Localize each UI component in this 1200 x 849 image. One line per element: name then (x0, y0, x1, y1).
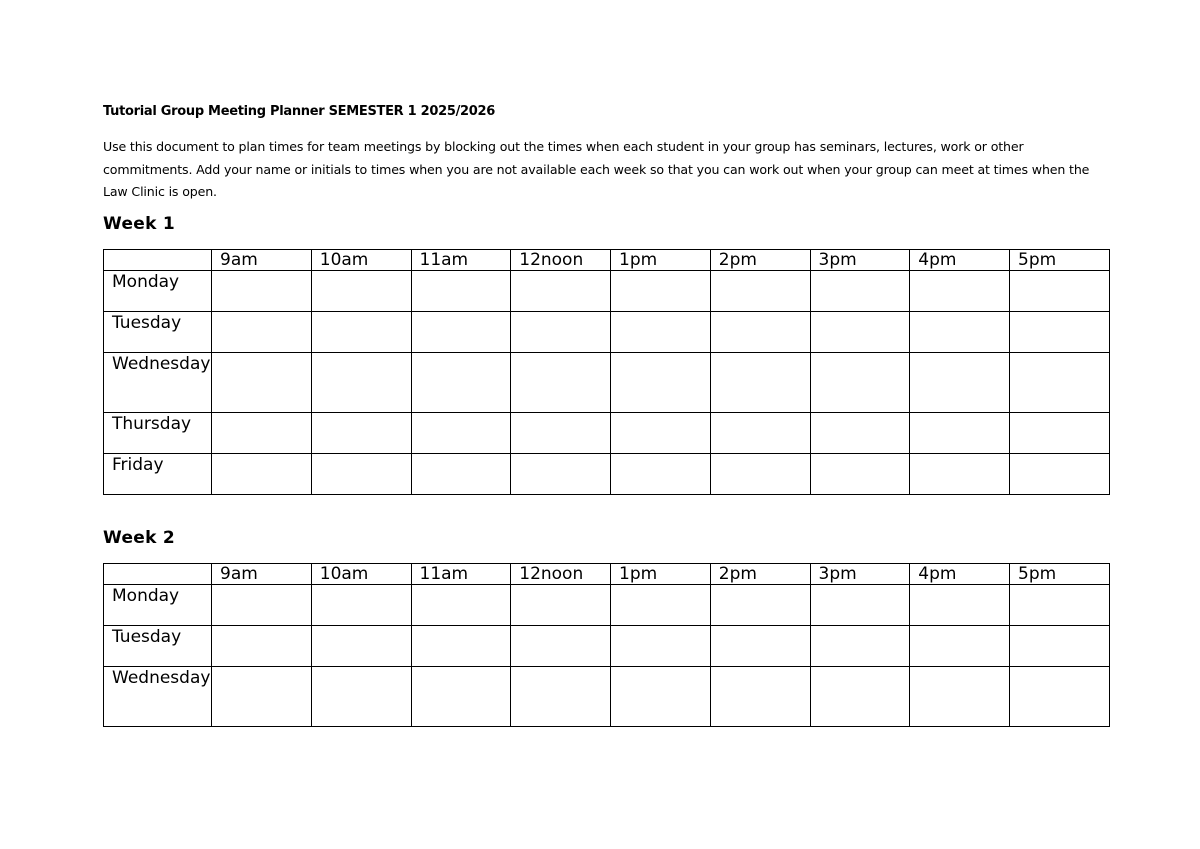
slot-cell[interactable] (611, 454, 711, 495)
time-header: 3pm (810, 564, 910, 585)
slot-cell[interactable] (311, 454, 411, 495)
slot-cell[interactable] (212, 667, 312, 727)
time-header: 10am (311, 250, 411, 271)
slot-cell[interactable] (1010, 413, 1110, 454)
slot-cell[interactable] (411, 585, 511, 626)
slot-cell[interactable] (212, 353, 312, 413)
slot-cell[interactable] (1010, 312, 1110, 353)
time-header: 4pm (910, 250, 1010, 271)
table-row (104, 271, 1110, 312)
slot-cell[interactable] (1010, 271, 1110, 312)
week-1-table (103, 249, 1110, 495)
time-header: 11am (411, 250, 511, 271)
slot-cell[interactable] (511, 312, 611, 353)
slot-cell[interactable] (910, 271, 1010, 312)
corner-cell (104, 250, 212, 271)
table-row (104, 312, 1110, 353)
slot-cell[interactable] (1010, 353, 1110, 413)
slot-cell[interactable] (710, 667, 810, 727)
slot-cell[interactable] (910, 353, 1010, 413)
slot-cell[interactable] (212, 585, 312, 626)
time-header: 11am (411, 564, 511, 585)
slot-cell[interactable] (511, 626, 611, 667)
slot-cell[interactable] (710, 626, 810, 667)
slot-cell[interactable] (411, 312, 511, 353)
slot-cell[interactable] (611, 271, 711, 312)
slot-cell[interactable] (710, 271, 810, 312)
time-header: 4pm (910, 564, 1010, 585)
slot-cell[interactable] (710, 585, 810, 626)
slot-cell[interactable] (511, 454, 611, 495)
slot-cell[interactable] (311, 626, 411, 667)
table-row (104, 585, 1110, 626)
slot-cell[interactable] (910, 312, 1010, 353)
table-row (104, 413, 1110, 454)
slot-cell[interactable] (212, 626, 312, 667)
table-row (104, 353, 1110, 413)
week-2-heading: Week 2 (103, 528, 176, 548)
slot-cell[interactable] (1010, 585, 1110, 626)
slot-cell[interactable] (1010, 454, 1110, 495)
time-header: 12noon (511, 250, 611, 271)
day-label: Wednesday (104, 667, 212, 727)
table-row (104, 454, 1110, 495)
slot-cell[interactable] (611, 353, 711, 413)
slot-cell[interactable] (910, 413, 1010, 454)
header-row (104, 564, 1110, 585)
slot-cell[interactable] (810, 413, 910, 454)
slot-cell[interactable] (212, 312, 312, 353)
slot-cell[interactable] (311, 667, 411, 727)
time-header: 9am (212, 250, 312, 271)
slot-cell[interactable] (311, 312, 411, 353)
document-title: Tutorial Group Meeting Planner SEMESTER 1 2025/2026 (103, 104, 495, 119)
slot-cell[interactable] (611, 312, 711, 353)
time-header: 2pm (710, 250, 810, 271)
slot-cell[interactable] (810, 585, 910, 626)
time-header: 9am (212, 564, 312, 585)
slot-cell[interactable] (910, 667, 1010, 727)
time-header: 3pm (810, 250, 910, 271)
slot-cell[interactable] (611, 585, 711, 626)
slot-cell[interactable] (710, 454, 810, 495)
slot-cell[interactable] (511, 413, 611, 454)
slot-cell[interactable] (511, 667, 611, 727)
time-header: 12noon (511, 564, 611, 585)
slot-cell[interactable] (511, 353, 611, 413)
intro-paragraph: Use this document to plan times for team meetings by blocking out the times when each student in your group has seminars, lectures, work or other commitments. Add your name or initials to times when you are not available each week so that you can work out when your group can meet at times when the Law Clinic is open. (103, 139, 1090, 199)
slot-cell[interactable] (810, 353, 910, 413)
slot-cell[interactable] (212, 271, 312, 312)
slot-cell[interactable] (411, 667, 511, 727)
day-label: Tuesday (104, 626, 212, 667)
slot-cell[interactable] (411, 626, 511, 667)
time-header: 1pm (611, 564, 711, 585)
table-row (104, 667, 1110, 727)
day-label: Wednesday (104, 353, 212, 413)
slot-cell[interactable] (810, 667, 910, 727)
slot-cell[interactable] (910, 454, 1010, 495)
day-label: Monday (104, 271, 212, 312)
slot-cell[interactable] (311, 413, 411, 454)
time-header: 1pm (611, 250, 711, 271)
slot-cell[interactable] (411, 271, 511, 312)
slot-cell[interactable] (710, 353, 810, 413)
day-label: Friday (104, 454, 212, 495)
week-2-table (103, 563, 1110, 727)
time-header: 2pm (710, 564, 810, 585)
slot-cell[interactable] (710, 312, 810, 353)
slot-cell[interactable] (1010, 667, 1110, 727)
slot-cell[interactable] (611, 626, 711, 667)
slot-cell[interactable] (910, 585, 1010, 626)
slot-cell[interactable] (212, 454, 312, 495)
day-label: Tuesday (104, 312, 212, 353)
slot-cell[interactable] (810, 271, 910, 312)
slot-cell[interactable] (810, 312, 910, 353)
slot-cell[interactable] (411, 353, 511, 413)
slot-cell[interactable] (511, 271, 611, 312)
week-1-heading: Week 1 (103, 214, 176, 234)
table-row (104, 626, 1110, 667)
header-row (104, 250, 1110, 271)
day-label: Thursday (104, 413, 212, 454)
time-header: 5pm (1010, 250, 1110, 271)
slot-cell[interactable] (311, 271, 411, 312)
slot-cell[interactable] (411, 454, 511, 495)
slot-cell[interactable] (710, 413, 810, 454)
slot-cell[interactable] (511, 585, 611, 626)
slot-cell[interactable] (1010, 626, 1110, 667)
corner-cell (104, 564, 212, 585)
slot-cell[interactable] (311, 353, 411, 413)
slot-cell[interactable] (212, 413, 312, 454)
slot-cell[interactable] (810, 454, 910, 495)
time-header: 10am (311, 564, 411, 585)
slot-cell[interactable] (311, 585, 411, 626)
slot-cell[interactable] (611, 667, 711, 727)
slot-cell[interactable] (910, 626, 1010, 667)
slot-cell[interactable] (611, 413, 711, 454)
day-label: Monday (104, 585, 212, 626)
slot-cell[interactable] (411, 413, 511, 454)
slot-cell[interactable] (810, 626, 910, 667)
time-header: 5pm (1010, 564, 1110, 585)
